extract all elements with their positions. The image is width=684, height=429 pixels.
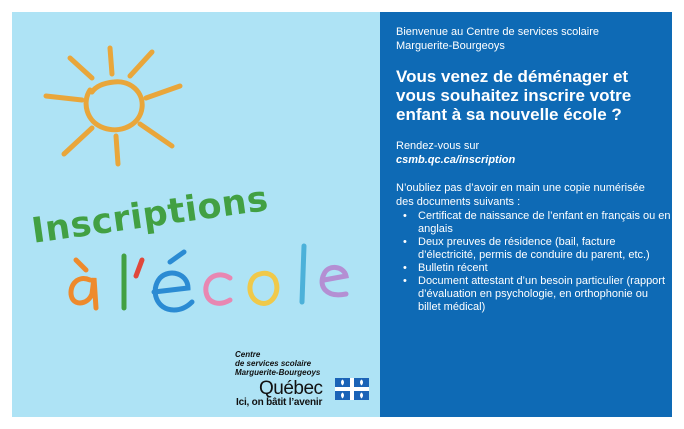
letter-a-accent [76, 260, 86, 270]
document-label: Document attestant d’un besoin particulier (rapport d’évaluation en psychologie, en orthophonie ou billet médical) [418, 275, 666, 313]
document-label: Certificat de naissance de l’enfant en français ou en anglais [418, 210, 671, 235]
list-item [396, 210, 672, 236]
letter-a-orange [71, 278, 96, 308]
org-name-line-1: Centre [235, 350, 261, 359]
org-logo [235, 350, 375, 400]
rendezvous-text: Rendez-vous sur [396, 140, 480, 152]
bullet-icon: • [403, 262, 407, 274]
letter-l-blue [302, 246, 304, 302]
letter-o-yellow [250, 273, 277, 303]
welcome-text: Bienvenue au Centre de services scolaire Marguerite-Bourgeoys [396, 26, 600, 52]
bullet-icon: • [403, 236, 407, 248]
document-label: Deux preuves de résidence (bail, facture d’électricité, permis de conduire du parent, etc.) [418, 236, 650, 261]
title-inscriptions: Inscriptions [29, 179, 271, 252]
list-item [396, 275, 672, 314]
list-item [396, 236, 672, 262]
slogan: Ici, on bâtit l’avenir [236, 397, 323, 408]
letter-e-accent [170, 252, 184, 262]
required-documents-list [396, 210, 671, 314]
org-name-line-3: Marguerite-Bourgeoys [235, 368, 321, 377]
org-name-line-2: de services scolaire [235, 359, 312, 368]
inscription-link[interactable]: csmb.qc.ca/inscription [396, 154, 516, 166]
letter-e-lilac [322, 267, 346, 294]
bullet-icon: • [403, 275, 407, 287]
quebec-wordmark: Québec [259, 378, 323, 399]
document-label: Bulletin récent [418, 262, 488, 274]
right-info-panel [380, 12, 672, 417]
letter-c-pink [206, 275, 230, 303]
apostrophe-red [136, 260, 142, 276]
quebec-flag-icon [335, 378, 369, 400]
headline: Vous venez de déménager et vous souhaitez inscrire votre enfant à sa nouvelle école ? [396, 67, 632, 124]
list-item [396, 262, 672, 275]
bullet-icon: • [403, 210, 407, 222]
reminder-text: N’oubliez pas d’avoir en main une copie numérisée des documents suivants : [396, 182, 645, 208]
left-illustration-panel [12, 12, 380, 417]
letter-e-blue [154, 273, 192, 310]
